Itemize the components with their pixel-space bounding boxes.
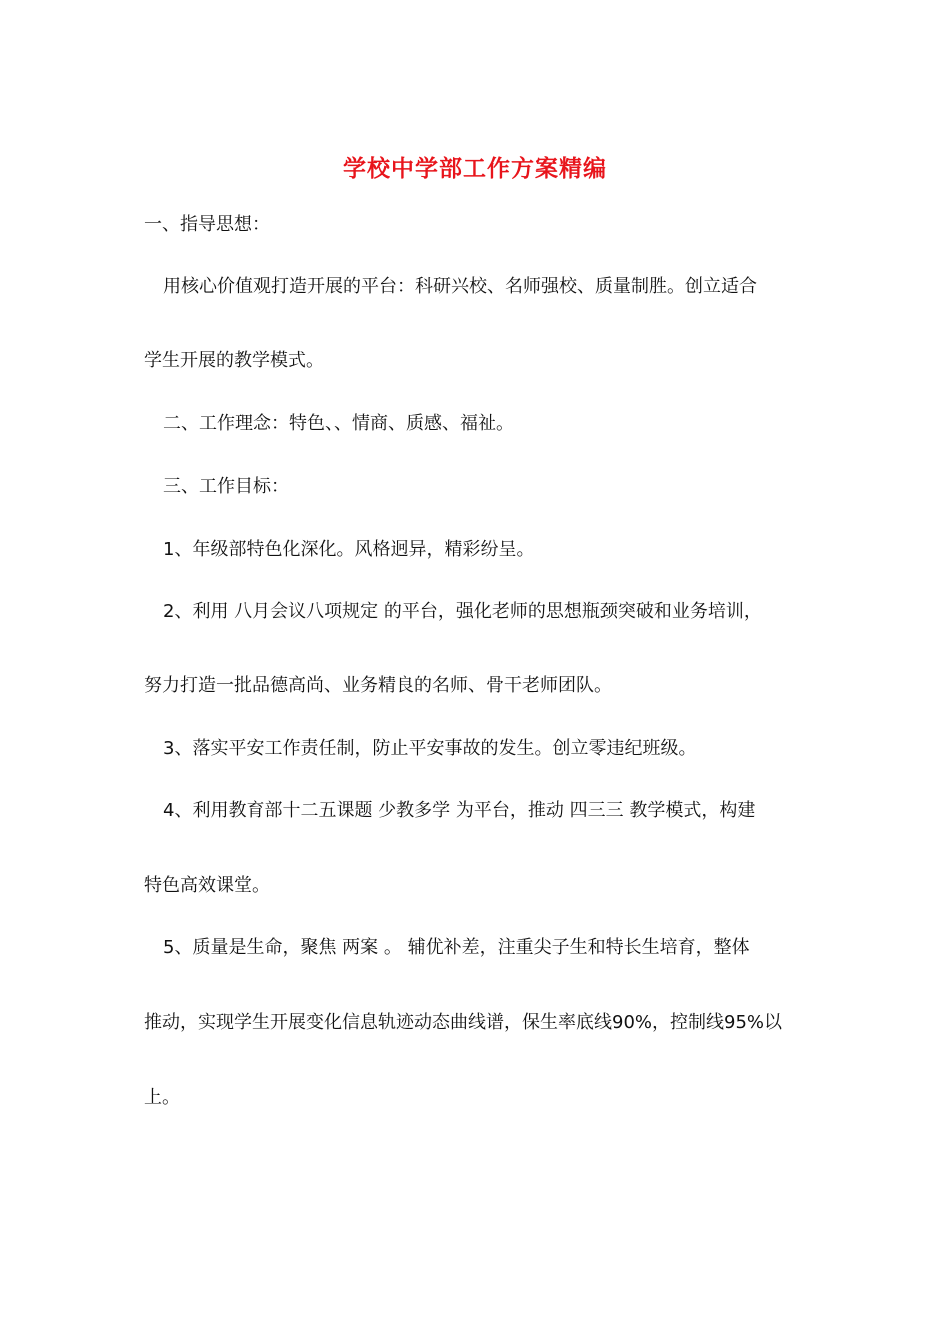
paragraph-line: 推动，实现学生开展变化信息轨迹动态曲线谱，保生率底线90%，控制线95%以 [144,1012,783,1033]
paragraph-line: 上。 [144,1087,180,1108]
paragraph-line: 努力打造一批品德高尚、业务精良的名师、骨干老师团队。 [144,675,612,696]
paragraph-line: 用核心价值观打造开展的平台：科研兴校、名师强校、质量制胜。创立适合 [163,276,757,297]
goal-item-5: 5、质量是生命，聚焦 两案 。 辅优补差，注重尖子生和特长生培育，整体 [163,937,750,958]
goal-item-2: 2、利用 八月会议八项规定 的平台，强化老师的思想瓶颈突破和业务培训， [163,601,762,622]
paragraph-line: 学生开展的教学模式。 [144,350,324,371]
section-heading-work-goals: 三、工作目标： [163,476,289,497]
section-heading-guiding-thought: 一、指导思想： [144,214,270,235]
document-title: 学校中学部工作方案精编 [343,155,607,182]
section-heading-work-philosophy: 二、工作理念：特色、、情商、质感、福祉。 [163,413,514,434]
goal-item-4: 4、利用教育部十二五课题 少教多学 为平台，推动 四三三 教学模式，构建 [163,800,756,821]
paragraph-line: 特色高效课堂。 [144,875,270,896]
goal-item-3: 3、落实平安工作责任制，防止平安事故的发生。创立零违纪班级。 [163,738,697,759]
goal-item-1: 1、年级部特色化深化。风格迥异，精彩纷呈。 [163,539,535,560]
